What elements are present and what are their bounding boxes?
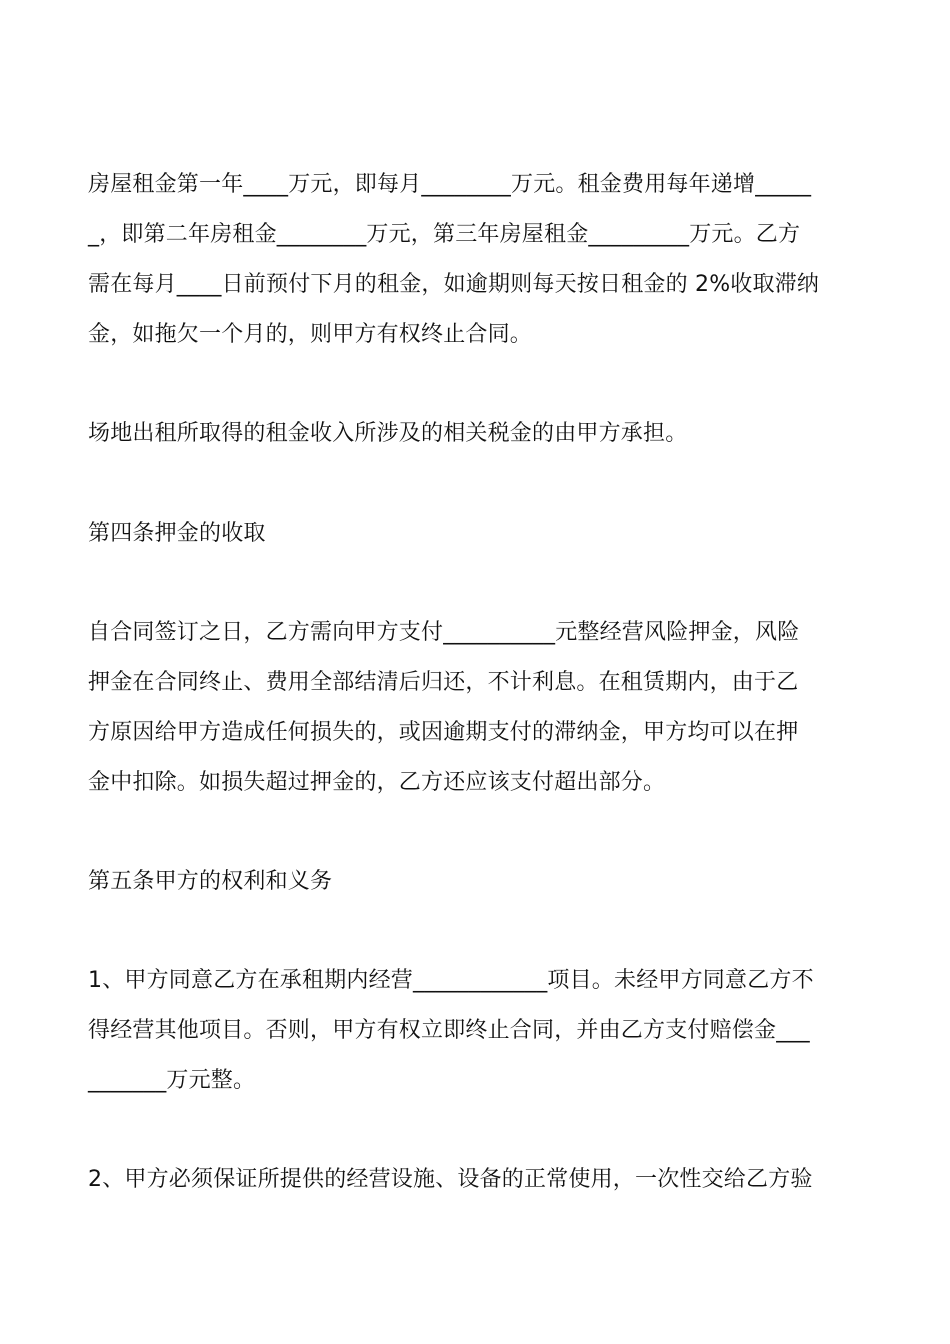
deposit-paragraph-line-3: 方原因给甲方造成任何损失的，或因逾期支付的滞纳金，甲方均可以在押	[88, 720, 799, 745]
rent-paragraph-line-4: 金，如拖欠一个月的，则甲方有权终止合同。	[88, 322, 533, 347]
clause-1-line-1: 1、甲方同意乙方在承租期内经营____________项目。未经甲方同意乙方不	[88, 968, 814, 993]
article-5-heading: 第五条甲方的权利和义务	[88, 869, 333, 894]
article-4-heading: 第四条押金的收取	[88, 521, 266, 546]
clause-1-line-2: 得经营其他项目。否则，甲方有权立即终止合同，并由乙方支付赔偿金___	[88, 1018, 810, 1043]
clause-1-line-3: _______万元整。	[88, 1068, 256, 1093]
rent-paragraph-line-3: 需在每月____日前预付下月的租金，如逾期则每天按日租金的 2%收取滞纳	[88, 272, 820, 297]
rent-paragraph-line-1: 房屋租金第一年____万元，即每月________万元。租金费用每年递增_____	[88, 172, 812, 197]
tax-paragraph: 场地出租所取得的租金收入所涉及的相关税金的由甲方承担。	[88, 421, 688, 446]
deposit-paragraph-line-1: 自合同签订之日，乙方需向甲方支付__________元整经营风险押金，风险	[88, 620, 800, 645]
deposit-paragraph-line-2: 押金在合同终止、费用全部结清后归还，不计利息。在租赁期内，由于乙	[88, 670, 799, 695]
clause-2-line-1: 2、甲方必须保证所提供的经营设施、设备的正常使用，一次性交给乙方验	[88, 1167, 813, 1192]
deposit-paragraph-line-4: 金中扣除。如损失超过押金的，乙方还应该支付超出部分。	[88, 770, 666, 795]
rent-paragraph-line-2: _，即第二年房租金________万元，第三年房屋租金_________万元。乙方	[88, 222, 801, 247]
